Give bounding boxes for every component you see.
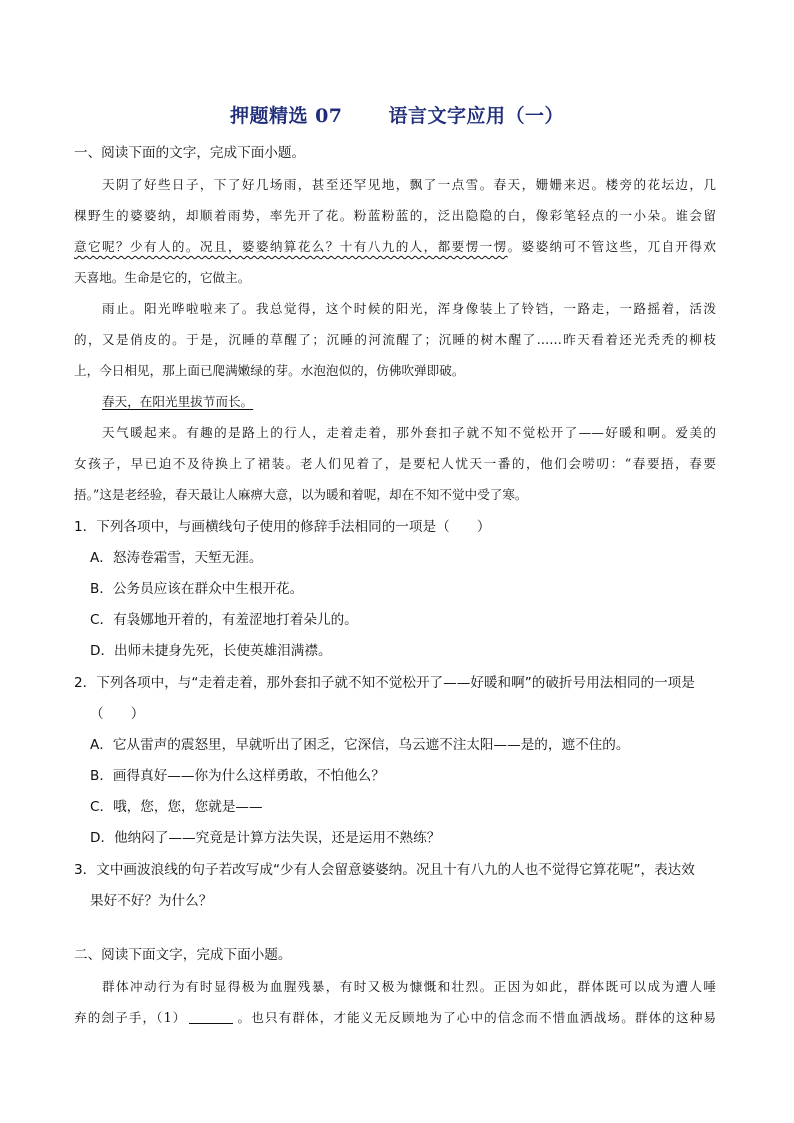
q1-option-b: B．公务员应该在群众中生根开花。: [90, 581, 304, 597]
q1-option-a: A．怒涛卷霜雪，天堑无涯。: [90, 550, 263, 566]
section2-heading: 二、阅读下面文字，完成下面小题。: [74, 947, 292, 963]
section2-line2-b: 。也只有群体，才能义无反顾地为了心中的信念而不惜血洒战场。群体的这种易: [236, 1010, 716, 1025]
q2-option-b: B．画得真好——你为什么这样勇敢，不怕他么？: [90, 768, 385, 784]
section2-line1: 群体冲动行为有时显得极为血腥残暴，有时又极为慷慨和壮烈。正因为如此，群体既可以成为遭人唾: [102, 979, 716, 994]
para4-line2: 女孩子，早已迫不及待换上了裙装。老人们见着了，是要杞人忧天一番的，他们会唠叨：“春要捂，春要: [74, 456, 716, 471]
q1-option-d: D．出师未捷身先死，长使英雄泪满襟。: [90, 643, 332, 659]
para1-line3: [74, 237, 716, 257]
answer-blank-1: [189, 1009, 233, 1024]
para1-line2: [74, 206, 716, 226]
para4-line3: 捂。”这是老经验，春天最让人麻痹大意，以为暖和着呢，却在不知不觉中受了寒。: [74, 487, 528, 502]
para3: [102, 392, 253, 412]
section1-heading: 一、阅读下面的文字，完成下面小题。: [74, 145, 306, 161]
section2-line2-a: 弃的刽子手，（1）: [74, 1010, 187, 1025]
para2-line2: 的，又是俏皮的。于是，沉睡的草醒了；沉睡的河流醒了；沉睡的树木醒了……昨天看着还光秃秃的柳枝: [74, 332, 716, 347]
para1-line1: 天阴了好些日子，下了好几场雨，甚至还罕见地，飘了一点雪。春天，姗姗来迟。楼旁的花坛边，几: [102, 177, 716, 192]
title-sub: 语言文字应用（一）: [388, 105, 565, 127]
para2-line3: 上，今日相见，那上面已爬满嫩绿的芽。水泡泡似的，仿佛吹弹即破。: [74, 363, 465, 378]
q2-option-a: A．它从雷声的震怒里，早就听出了困乏，它深信，乌云遮不注太阳——是的，遮不住的。: [90, 737, 630, 753]
page-title: [0, 101, 794, 128]
q2-option-c: C．哦，您，您，您就是——: [90, 799, 263, 815]
title-main: 押题精选 07: [229, 105, 343, 127]
q2-option-d: D．他纳闷了——究竟是计算方法失误，还是运用不熟练？: [90, 830, 441, 846]
para4-line1: 天气暖起来。有趣的是路上的行人，走着走着，那外套扣子就不知不觉松开了——好暖和啊。爱美的: [102, 425, 716, 440]
q3-stem-line2: 果好不好？为什么？: [90, 893, 213, 909]
section2-line2: [74, 1008, 716, 1028]
para1-line2-a: 棵野生的婆婆纳，却顺着雨势，率先开了花。: [74, 208, 354, 223]
q1-option-c: C．有袅娜地开着的，有羞涩地打着朵儿的。: [90, 612, 358, 628]
para2-line1: 雨止。阳光哗啦啦来了。我总觉得，这个时候的阳光，浑身像装上了铃铛，一路走，一路摇着，活泼: [102, 301, 716, 316]
wavy-underlined-sentence: 意它呢？少有人的。况且，婆婆纳算花么？十有八九的人，都要愣一愣: [74, 239, 508, 254]
underlined-sentence: 春天，在阳光里拔节而长。: [102, 394, 254, 409]
q2-stem-line1: 2．下列各项中，与“走着走着，那外套扣子就不知不觉松开了——好暖和啊”的破折号用法相同的一项是: [74, 675, 695, 691]
para1-line3-b: 。婆婆纳可不管这些，兀自开得欢: [507, 239, 717, 254]
q3-stem-line1: 3．文中画波浪线的句子若改写成“少有人会留意婆婆纳。况且十有八九的人也不觉得它算花呢”，表达效: [74, 862, 695, 878]
q1-stem: 1．下列各项中，与画横线句子使用的修辞手法相同的一项是（ ）: [74, 519, 491, 535]
para1-line2-b: 粉蓝粉蓝的，泛出隐隐的白，像彩笔轻点的一小朵。谁会留: [353, 208, 717, 223]
q2-stem-line2: （ ）: [90, 706, 145, 722]
para1-line4: 天喜地。生命是它的，它做主。: [74, 270, 251, 285]
